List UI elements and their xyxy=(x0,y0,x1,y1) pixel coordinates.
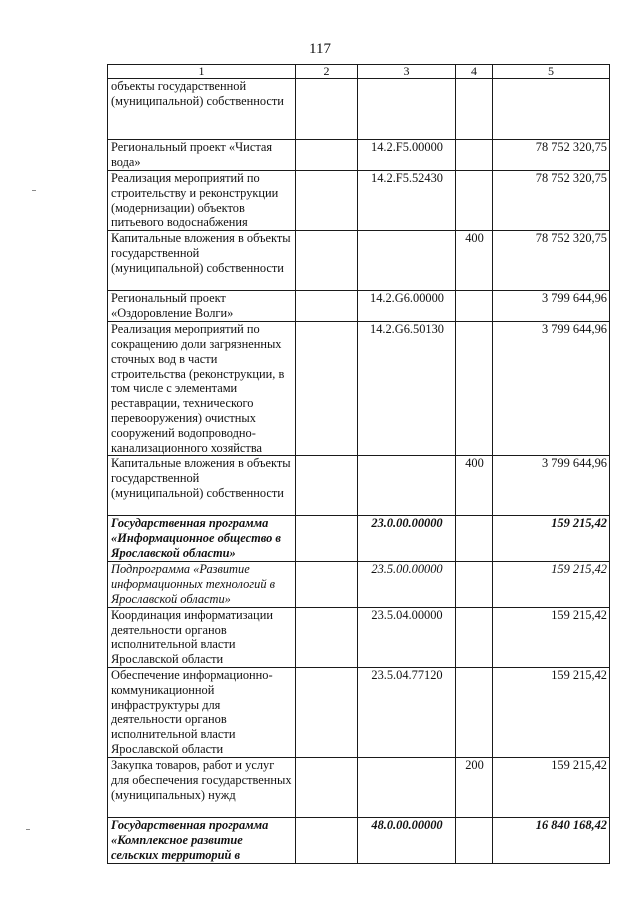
row-type: 400 xyxy=(456,231,493,291)
row-amount xyxy=(493,79,610,140)
row-name: Государственная программа «Комплексное развитие сельских территорий в xyxy=(108,817,296,863)
row-code xyxy=(358,757,456,817)
table-row xyxy=(108,79,610,140)
table-row xyxy=(108,231,610,291)
row-amount: 159 215,42 xyxy=(493,607,610,667)
row-type xyxy=(456,79,493,140)
row-type xyxy=(456,607,493,667)
table-row xyxy=(108,140,610,171)
row-amount: 78 752 320,75 xyxy=(493,231,610,291)
row-amount: 159 215,42 xyxy=(493,562,610,607)
row-amount: 78 752 320,75 xyxy=(493,171,610,231)
table-row xyxy=(108,757,610,817)
row-code xyxy=(358,231,456,291)
row-type xyxy=(456,291,493,322)
row-col2 xyxy=(296,516,358,562)
row-type: 200 xyxy=(456,757,493,817)
table-header-row xyxy=(108,65,610,79)
row-amount: 16 840 168,42 xyxy=(493,817,610,863)
column-header: 4 xyxy=(456,65,493,79)
row-type xyxy=(456,171,493,231)
table-row xyxy=(108,291,610,322)
column-header: 1 xyxy=(108,65,296,79)
table-row xyxy=(108,607,610,667)
row-name: Региональный проект «Чистая вода» xyxy=(108,140,296,171)
row-col2 xyxy=(296,757,358,817)
row-amount: 159 215,42 xyxy=(493,516,610,562)
row-col2 xyxy=(296,562,358,607)
row-name: Капитальные вложения в объекты государственной (муниципальной) собственности xyxy=(108,231,296,291)
table-row xyxy=(108,171,610,231)
row-name: Закупка товаров, работ и услуг для обеспечения государственных (муниципальных) нужд xyxy=(108,757,296,817)
row-name: Обеспечение информационно-коммуникационной инфраструктуры для деятельности органов исполнительной власти Ярославской области xyxy=(108,667,296,757)
row-code: 14.2.F5.00000 xyxy=(358,140,456,171)
row-type xyxy=(456,140,493,171)
row-col2 xyxy=(296,456,358,516)
table-row-program xyxy=(108,817,610,863)
column-header: 2 xyxy=(296,65,358,79)
budget-table xyxy=(107,64,610,864)
row-amount: 78 752 320,75 xyxy=(493,140,610,171)
row-code: 14.2.G6.50130 xyxy=(358,322,456,456)
scan-mark xyxy=(32,190,36,191)
row-name: Государственная программа «Информационное общество в Ярославской области» xyxy=(108,516,296,562)
table-row xyxy=(108,456,610,516)
row-type xyxy=(456,667,493,757)
row-name: Региональный проект «Оздоровление Волги» xyxy=(108,291,296,322)
row-code xyxy=(358,79,456,140)
page-number: 117 xyxy=(309,41,331,57)
row-type xyxy=(456,322,493,456)
row-name: Реализация мероприятий по сокращению доли загрязненных сточных вод в части строительства (реконструкции, в том числе с элементами реставрации, технического перевооружения) очистных сооружений водопроводно-канализационного хозяйства xyxy=(108,322,296,456)
row-code: 14.2.G6.00000 xyxy=(358,291,456,322)
column-header: 3 xyxy=(358,65,456,79)
row-code: 48.0.00.00000 xyxy=(358,817,456,863)
row-name: Реализация мероприятий по строительству и реконструкции (модернизации) объектов питьевого водоснабжения xyxy=(108,171,296,231)
column-header: 5 xyxy=(493,65,610,79)
row-col2 xyxy=(296,817,358,863)
row-amount: 159 215,42 xyxy=(493,667,610,757)
row-col2 xyxy=(296,322,358,456)
row-type xyxy=(456,817,493,863)
row-type xyxy=(456,516,493,562)
row-code: 14.2.F5.52430 xyxy=(358,171,456,231)
row-code: 23.5.00.00000 xyxy=(358,562,456,607)
row-col2 xyxy=(296,79,358,140)
row-amount: 3 799 644,96 xyxy=(493,322,610,456)
row-type: 400 xyxy=(456,456,493,516)
row-amount: 3 799 644,96 xyxy=(493,291,610,322)
row-code: 23.5.04.77120 xyxy=(358,667,456,757)
row-name: Координация информатизации деятельности органов исполнительной власти Ярославской области xyxy=(108,607,296,667)
scan-mark xyxy=(26,829,30,830)
table-row xyxy=(108,322,610,456)
row-col2 xyxy=(296,231,358,291)
table-row xyxy=(108,667,610,757)
row-amount: 3 799 644,96 xyxy=(493,456,610,516)
row-col2 xyxy=(296,171,358,231)
row-code xyxy=(358,456,456,516)
row-type xyxy=(456,562,493,607)
table-row-subprogram xyxy=(108,562,610,607)
row-name: объекты государственной (муниципальной) собственности xyxy=(108,79,296,140)
row-name: Капитальные вложения в объекты государственной (муниципальной) собственности xyxy=(108,456,296,516)
row-col2 xyxy=(296,291,358,322)
row-col2 xyxy=(296,667,358,757)
row-col2 xyxy=(296,607,358,667)
row-col2 xyxy=(296,140,358,171)
row-name: Подпрограмма «Развитие информационных технологий в Ярославской области» xyxy=(108,562,296,607)
row-amount: 159 215,42 xyxy=(493,757,610,817)
table-row-program xyxy=(108,516,610,562)
row-code: 23.0.00.00000 xyxy=(358,516,456,562)
row-code: 23.5.04.00000 xyxy=(358,607,456,667)
